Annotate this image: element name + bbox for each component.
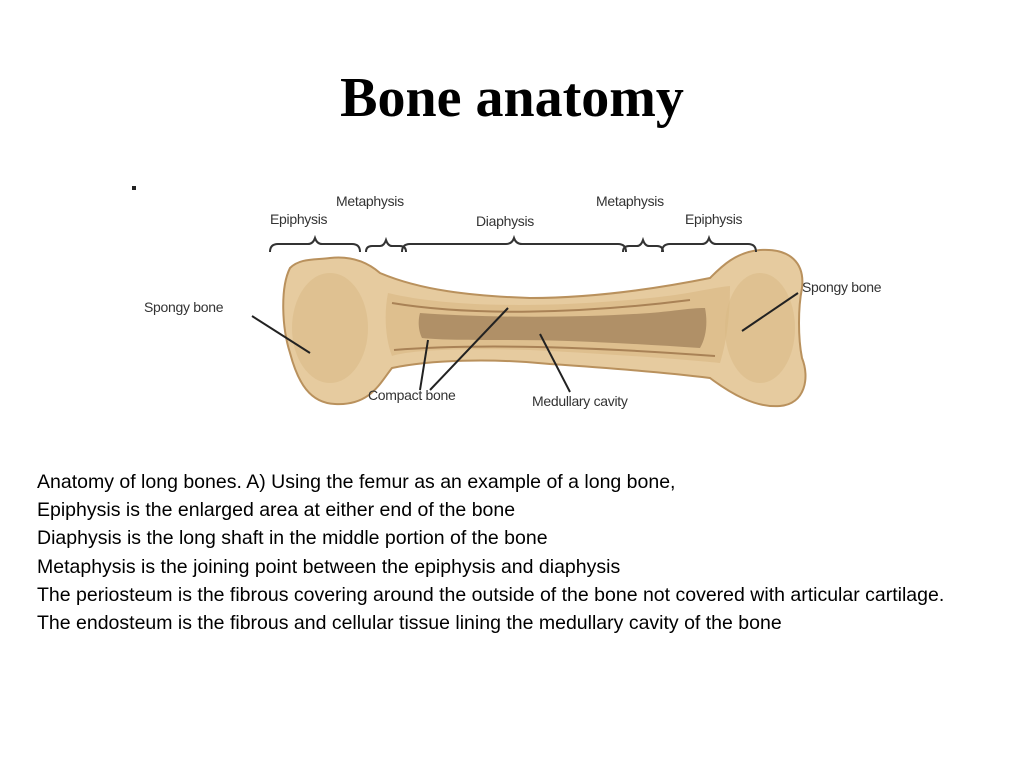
description-line: Anatomy of long bones. A) Using the femur as an example of a long bone, [37,471,676,493]
description-text [37,468,1007,637]
label-medullary-cavity: Medullary cavity [532,393,628,409]
stray-dot [132,186,136,190]
label-epiphysis-left: Epiphysis [270,211,328,227]
bone-illustration [130,168,910,418]
label-compact-bone: Compact bone [368,387,456,403]
label-metaphysis-right: Metaphysis [596,193,664,209]
femur-bone [283,250,805,406]
description-line: The periosteum is the fibrous covering around the outside of the bone not covered with articular cartilage. [37,583,945,606]
bone-diagram [130,168,910,418]
description-line: Epiphysis is the enlarged area at either end of the bone [37,499,516,522]
label-epiphysis-right: Epiphysis [685,211,743,227]
label-diaphysis: Diaphysis [476,213,534,229]
description-line: Metaphysis is the joining point between the epiphysis and diaphysis [37,555,621,578]
description-line: Diaphysis is the long shaft in the middle portion of the bone [37,527,548,550]
slide-title: Bone anatomy [340,67,684,129]
label-spongy-bone-right: Spongy bone [802,279,882,295]
label-spongy-bone-left: Spongy bone [144,299,224,315]
label-metaphysis-left: Metaphysis [336,193,404,209]
description-line: The endosteum is the fibrous and cellular tissue lining the medullary cavity of the bone [37,612,782,635]
brace-markers [270,238,756,252]
